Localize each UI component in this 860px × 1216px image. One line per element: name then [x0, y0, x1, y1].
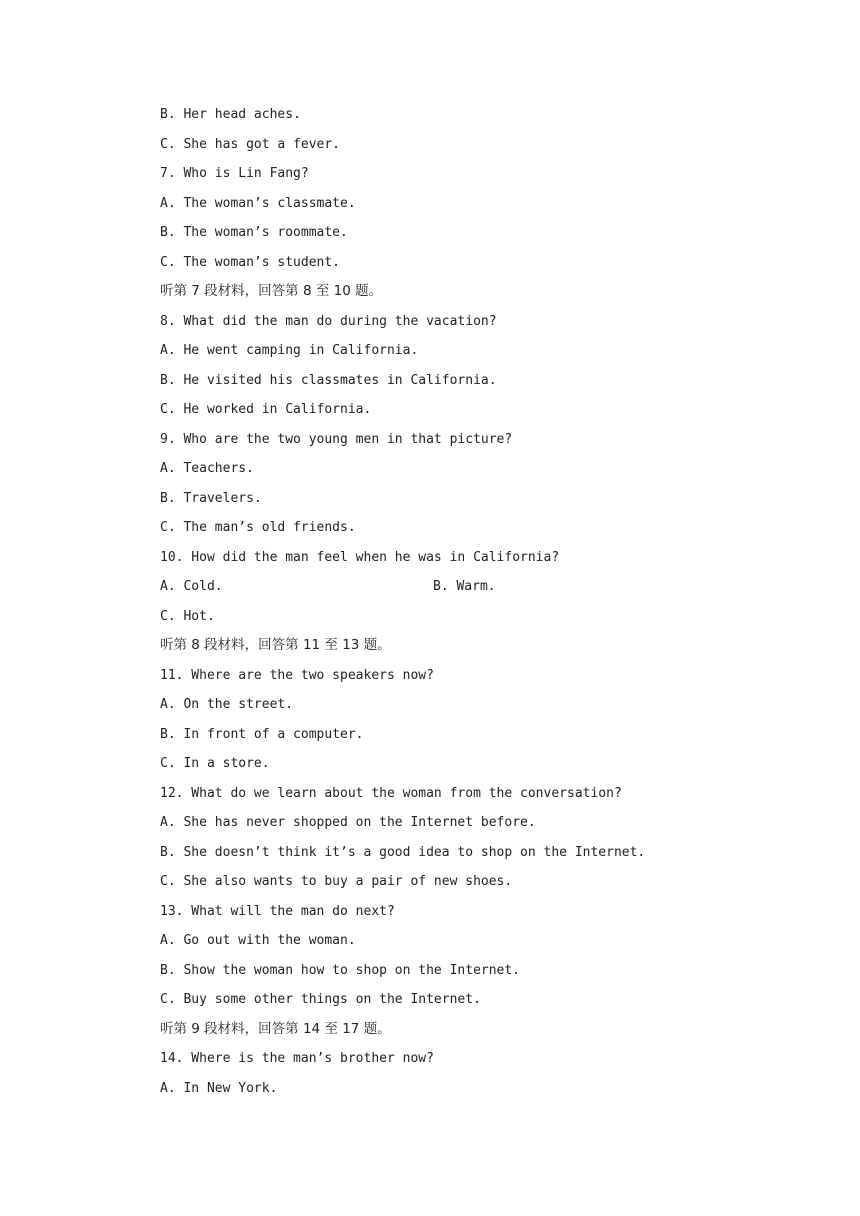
- option-line: B. In front of a computer.: [160, 726, 364, 742]
- question-line: 11. Where are the two speakers now?: [160, 667, 434, 683]
- option-line: B. Show the woman how to shop on the Internet.: [160, 962, 521, 978]
- section-heading: 听第 7 段材料，回答第 8 至 10 题。: [160, 283, 383, 299]
- question-line: 12. What do we learn about the woman from the conversation?: [160, 785, 622, 801]
- question-line: 8. What did the man do during the vacation?: [160, 313, 497, 329]
- option-line: C. The man’s old friends.: [160, 520, 356, 535]
- option-line: C. She has got a fever.: [160, 136, 341, 152]
- question-line: 14. Where is the man’s brother now?: [160, 1051, 434, 1066]
- option-line: B. Travelers.: [160, 490, 262, 506]
- question-line: 7. Who is Lin Fang?: [160, 166, 309, 181]
- option-line: B. She doesn’t think it’s a good idea to shop on the Internet.: [160, 844, 646, 860]
- section-heading: 听第 9 段材料，回答第 14 至 17 题。: [160, 1020, 391, 1037]
- question-line: 13. What will the man do next?: [160, 903, 395, 919]
- option-line: C. He worked in California.: [160, 402, 372, 417]
- option-pair: [160, 572, 780, 602]
- option-line: A. The woman’s classmate.: [160, 195, 356, 211]
- question-line: 10. How did the man feel when he was in California?: [160, 549, 560, 565]
- option-line: C. Hot.: [160, 608, 215, 624]
- question-line: 9. Who are the two young men in that picture?: [160, 431, 513, 447]
- option-line: B. He visited his classmates in California.: [160, 372, 497, 388]
- option-line: C. She also wants to buy a pair of new shoes.: [160, 874, 513, 889]
- option-line: B. Warm.: [433, 579, 496, 594]
- option-line: A. In New York.: [160, 1080, 278, 1096]
- option-line: A. Go out with the woman.: [160, 933, 356, 948]
- option-line: B. The woman’s roommate.: [160, 225, 348, 240]
- option-line: A. Cold.: [160, 579, 223, 594]
- option-line: C. The woman’s student.: [160, 254, 341, 270]
- section-heading: 听第 8 段材料，回答第 11 至 13 题。: [160, 637, 391, 653]
- option-line: B. Her head aches.: [160, 107, 301, 122]
- option-line: C. Buy some other things on the Internet.: [160, 992, 481, 1007]
- option-line: A. On the street.: [160, 697, 294, 712]
- option-line: A. Teachers.: [160, 461, 254, 476]
- option-line: A. He went camping in California.: [160, 343, 419, 358]
- option-line: A. She has never shopped on the Internet before.: [160, 815, 536, 830]
- option-line: C. In a store.: [160, 756, 270, 771]
- document-body: [160, 100, 780, 1103]
